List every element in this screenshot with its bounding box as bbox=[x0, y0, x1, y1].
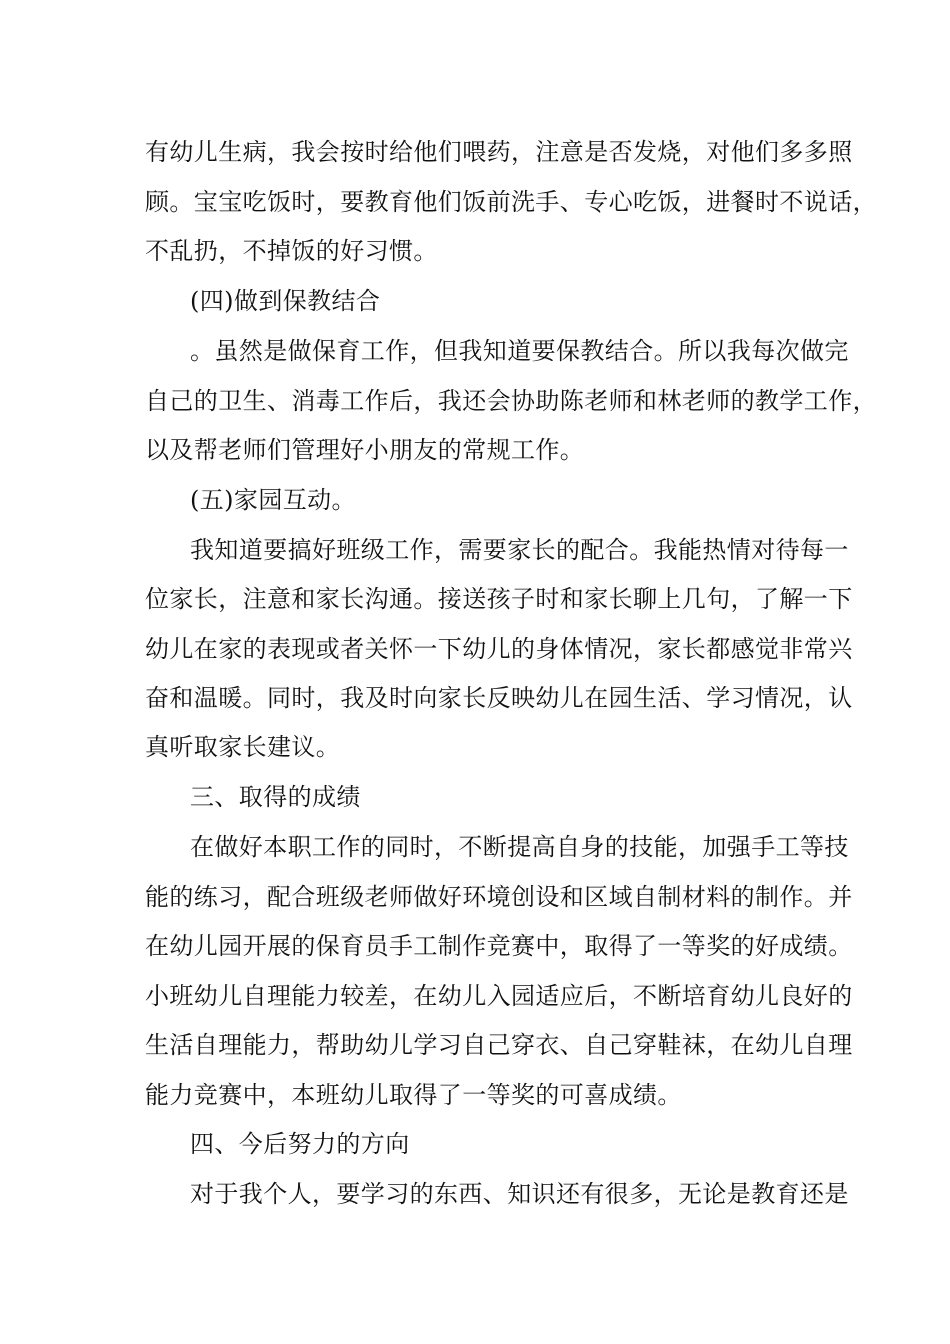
section-heading: 三、取得的成绩 bbox=[190, 783, 361, 811]
section-heading: (五)家园互动。 bbox=[190, 486, 356, 514]
text-line: 我知道要搞好班级工作，需要家长的配合。我能热情对待每一 bbox=[190, 536, 849, 564]
text-line: 有幼儿生病，我会按时给他们喂药，注意是否发烧，对他们多多照 bbox=[145, 138, 853, 166]
text-line: 自己的卫生、消毒工作后，我还会协助陈老师和林老师的教学工作， bbox=[145, 387, 877, 415]
text-line: 。虽然是做保育工作，但我知道要保教结合。所以我每次做完 bbox=[190, 337, 849, 365]
text-line: 生活自理能力，帮助幼儿学习自己穿衣、自己穿鞋袜，在幼儿自理 bbox=[145, 1031, 853, 1059]
text-line: 以及帮老师们管理好小朋友的常规工作。 bbox=[145, 436, 585, 464]
text-line: 位家长，注意和家长沟通。接送孩子时和家长聊上几句，了解一下 bbox=[145, 585, 853, 613]
text-line: 奋和温暖。同时，我及时向家长反映幼儿在园生活、学习情况，认 bbox=[145, 684, 853, 712]
text-line: 顾。宝宝吃饭时，要教育他们饭前洗手、专心吃饭，进餐时不说话， bbox=[145, 188, 877, 216]
section-heading: 四、今后努力的方向 bbox=[190, 1130, 410, 1158]
text-line: 小班幼儿自理能力较差，在幼儿入园适应后，不断培育幼儿良好的 bbox=[145, 982, 853, 1010]
section-heading: (四)做到保教结合 bbox=[190, 287, 381, 315]
text-line: 能的练习，配合班级老师做好环境创设和区域自制材料的制作。并 bbox=[145, 883, 853, 911]
text-line: 在做好本职工作的同时，不断提高自身的技能，加强手工等技 bbox=[190, 833, 849, 861]
text-line: 在幼儿园开展的保育员手工制作竞赛中，取得了一等奖的好成绩。 bbox=[145, 932, 853, 960]
text-line: 幼儿在家的表现或者关怀一下幼儿的身体情况，家长都感觉非常兴 bbox=[145, 635, 853, 663]
text-line: 真听取家长建议。 bbox=[145, 733, 341, 761]
text-line: 不乱扔，不掉饭的好习惯。 bbox=[145, 237, 438, 265]
text-line: 对于我个人，要学习的东西、知识还有很多，无论是教育还是 bbox=[190, 1180, 849, 1208]
text-line: 能力竞赛中，本班幼儿取得了一等奖的可喜成绩。 bbox=[145, 1081, 682, 1109]
